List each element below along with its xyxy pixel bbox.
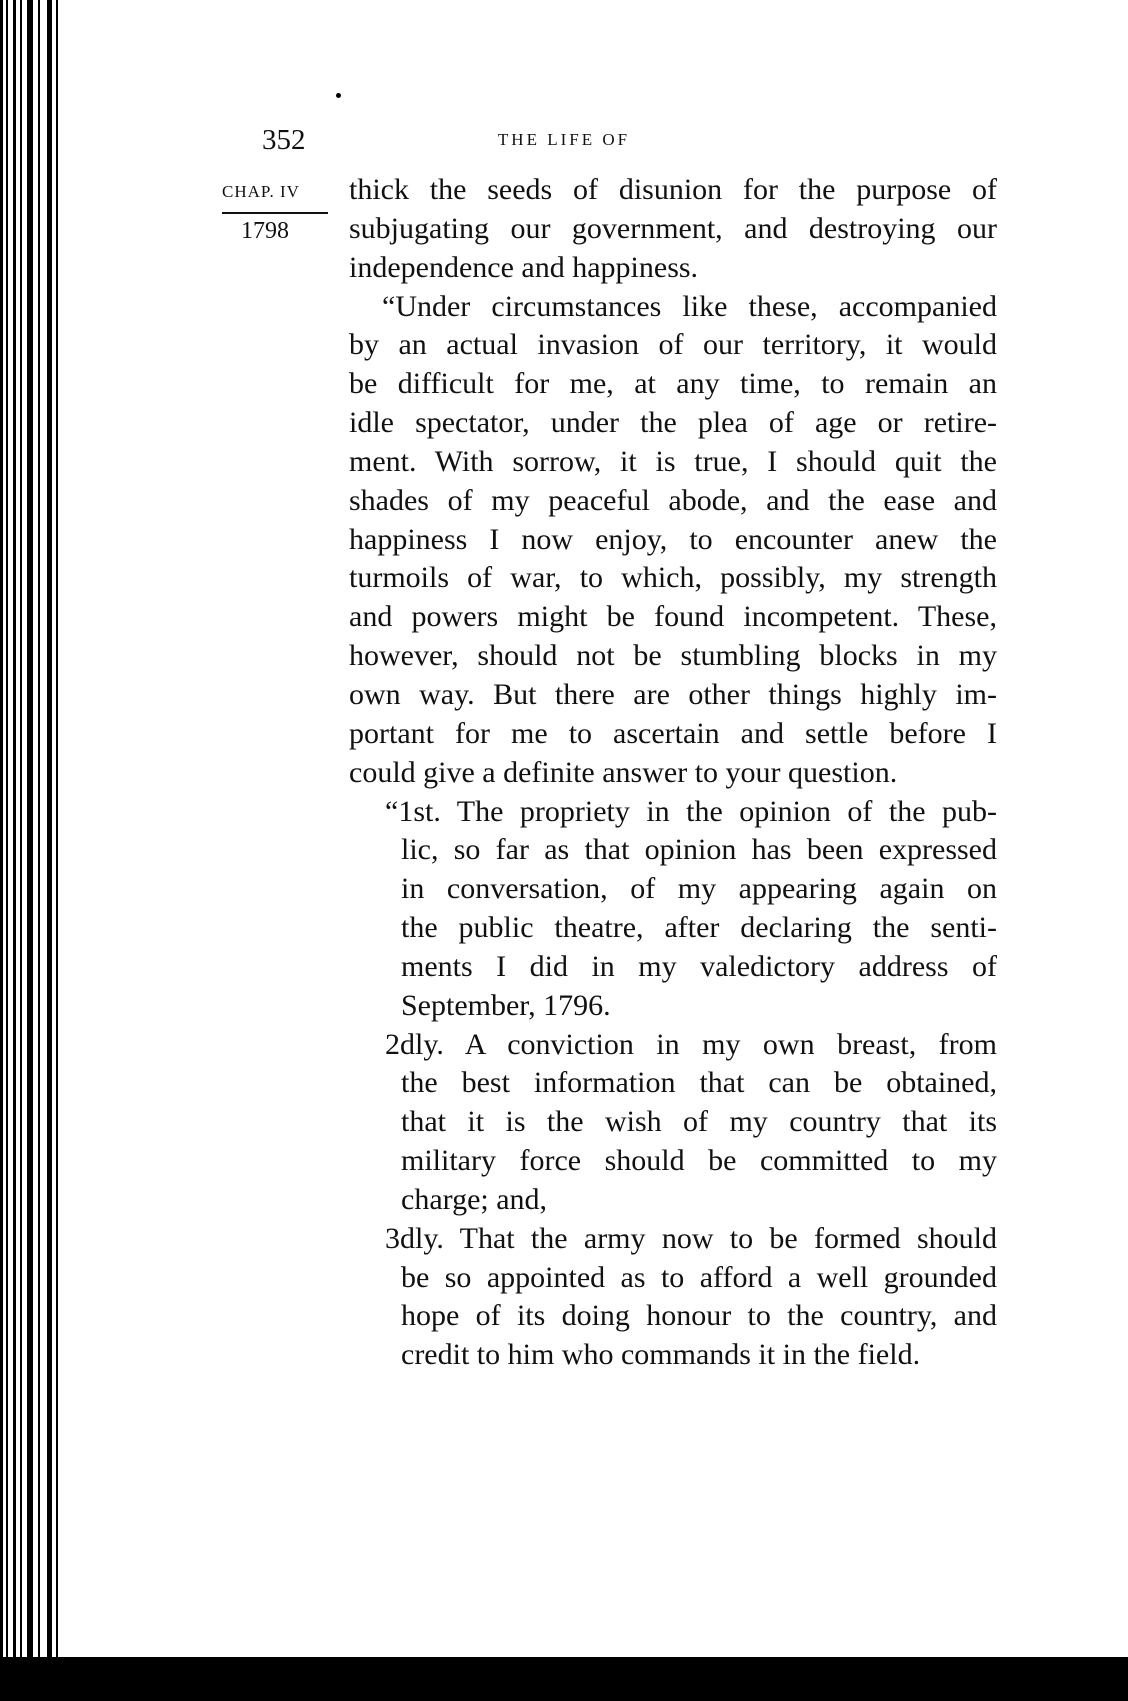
- text-line: be so appointed as to afford a well grounded: [401, 1260, 997, 1294]
- margin-year: 1798: [241, 218, 289, 244]
- text-line: 3dly. That the army now to be formed should: [385, 1221, 997, 1255]
- text-line: in conversation, of my appearing again on: [401, 872, 997, 906]
- text-line: military force should be committed to my: [401, 1144, 997, 1178]
- scan-bottom-border: [0, 1657, 1128, 1701]
- book-binding-edge: [0, 0, 62, 1701]
- text-line: hope of its doing honour to the country, and: [401, 1299, 997, 1333]
- body-text: [349, 171, 997, 1375]
- text-line: subjugating our government, and destroying our: [349, 211, 997, 245]
- margin-chapter: CHAP. IV: [222, 182, 300, 201]
- text-line: be difficult for me, at any time, to remain an: [349, 367, 997, 401]
- text-line: independence and happiness.: [349, 250, 699, 284]
- list-item: [349, 793, 997, 1026]
- text-line: the best information that can be obtained,: [401, 1066, 997, 1100]
- text-line: turmoils of war, to which, possibly, my strength: [349, 561, 997, 595]
- list-item: [349, 1220, 997, 1375]
- scan-speck: [336, 93, 341, 98]
- text-line: “1st. The propriety in the opinion of the pub-: [385, 794, 997, 828]
- text-line: own way. But there are other things highly im-: [349, 677, 997, 711]
- text-line: 2dly. A conviction in my own breast, from: [385, 1027, 997, 1061]
- text-line: portant for me to ascertain and settle before I: [349, 716, 997, 750]
- text-line: happiness I now enjoy, to encounter anew the: [349, 522, 997, 556]
- paragraph: [349, 288, 997, 793]
- text-line: that it is the wish of my country that its: [401, 1105, 997, 1139]
- margin-rule: [222, 212, 328, 214]
- paragraph: [349, 171, 997, 288]
- text-line: by an actual invasion of our territory, it would: [349, 328, 997, 362]
- text-line: the public theatre, after declaring the senti-: [401, 911, 997, 945]
- text-line: ment. With sorrow, it is true, I should quit the: [349, 444, 997, 478]
- text-line: “Under circumstances like these, accompanied: [382, 289, 997, 323]
- text-line: thick the seeds of disunion for the purpose of: [349, 173, 997, 206]
- text-line: charge; and,: [401, 1182, 548, 1216]
- text-line: ments I did in my valedictory address of: [401, 949, 997, 983]
- text-line: September, 1796.: [401, 988, 611, 1022]
- text-line: shades of my peaceful abode, and the ease and: [349, 483, 997, 517]
- text-line: however, should not be stumbling blocks in my: [349, 639, 997, 673]
- text-line: idle spectator, under the plea of age or retire-: [349, 406, 997, 440]
- list-item: [349, 1026, 997, 1220]
- text-line: credit to him who commands it in the field.: [401, 1338, 921, 1372]
- text-line: and powers might be found incompetent. These,: [349, 600, 997, 634]
- page-number: 352: [262, 124, 306, 156]
- running-head: THE LIFE OF: [497, 130, 631, 149]
- text-line: lic, so far as that opinion has been expressed: [401, 833, 997, 867]
- text-line: could give a definite answer to your question.: [349, 755, 898, 789]
